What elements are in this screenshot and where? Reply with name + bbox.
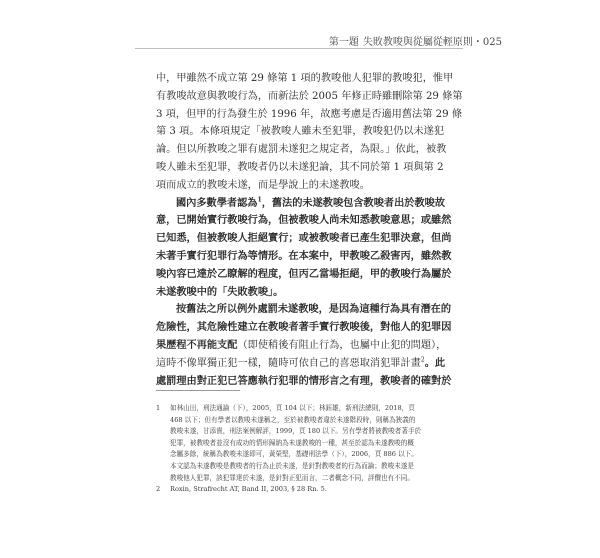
text-line: 論。但以所教唆之罪有處罰未遂犯之規定者，為限。」依此，被教 [156, 144, 447, 156]
text-line: 已知悉，但被教唆人拒絕實行；或被教唆者已產生犯罪決意，但尚 [156, 232, 452, 245]
footnote-text: Roxin, Strafrecht AT, Band II, 2003, § 28 Rn. 5. [170, 485, 327, 494]
text-line: 有教唆故意與教唆行為，而新法於 2005 年修正時雖刪除第 29 條第 [156, 90, 463, 102]
text-segment: ，舊法的未遂教唆包含教唆者出於教唆故 [261, 196, 446, 209]
text-line [156, 355, 462, 373]
text-line: 危險性，其危險性建立在教唆者著手實行教唆後，對他人的犯罪因 [156, 321, 452, 334]
text-segment: （即使稍後有阻止行為，也屬中止犯的問題）， [237, 339, 447, 351]
text-line: 3 項，但甲的行為發生於 1996 年，故應考慮是否適用舊法第 29 條 [156, 108, 463, 120]
chapter-title: 失敗教唆與從屬從輕原則 [362, 37, 473, 48]
footnote-rule [156, 390, 240, 391]
footnote-text: 如林山田，刑法通論（下），2005，頁 104 以下；林鈺雄，新刑法總則，2018，頁 [170, 404, 415, 412]
text-segment: 果歷程不再能支配 [156, 338, 238, 351]
text-line: 第 3 項。本條項規定「被教唆人雖未至犯罪，教唆犯仍以未遂犯 [156, 126, 445, 138]
text-line [156, 195, 462, 213]
footnotes [156, 403, 462, 496]
text-segment: 。此 [424, 356, 446, 369]
footnote-line [156, 484, 462, 496]
text-line: 按舊法之所以例外處罰未遂教唆，是因為這種行為具有潛在的 [176, 303, 452, 316]
header-divider: ・ [472, 37, 483, 48]
text-line: 意，已開始實行教唆行為，但被教唆人尚未知悉教唆意思；或雖然 [156, 214, 452, 227]
footnote-ref: 2 [420, 356, 425, 364]
footnote-line: 468 以下；但有學者以教唆未遂稱之，至於被教唆者違於未遂階段時，則稱為狹義的 [170, 415, 416, 424]
text-line: 唆內容已達於乙瞭解的程度，但丙乙當場拒絕，甲的教唆行為屬於 [156, 267, 452, 280]
chapter-label: 第一題 [328, 37, 359, 48]
footnote-line: 教唆他人犯罪，該犯罪達於未遂，是針對正犯而言，二者概念不同，評價也有不同。 [170, 473, 414, 482]
text-line: 項而成立的教唆未遂，而是學說上的未遂教唆。 [156, 179, 370, 191]
text-line [156, 337, 462, 355]
page-number: 025 [482, 37, 502, 48]
footnote-line: 教唆未遂，甘添貴，刑法案例解評，1999，頁 180 以下。另有學者將被教唆者著手於 [170, 427, 422, 436]
main-text [156, 70, 462, 390]
footnote-line: 犯罪，被教唆者並沒有成功的情形歸納為未遂教唆的一種，甚至於認為未遂教唆的概 [170, 438, 414, 447]
footnote-number: 1 [156, 404, 161, 412]
text-segment: 國內多數學者認為 [176, 196, 258, 209]
text-line: 處罰理由對正犯已答應執行犯罪的情形言之有理，教唆者的確對於 [156, 374, 452, 387]
header-rule [135, 48, 463, 49]
running-header [329, 33, 502, 48]
text-segment: 這時不像單獨正犯一樣，隨時可依自己的喜惡取消犯罪計畫 [156, 357, 421, 369]
text-line: 唆人雖未至犯罪，教唆者仍以未遂犯論，其不同於第 1 項與第 2 [156, 161, 444, 173]
footnote-ref: 1 [257, 196, 262, 204]
footnote-number: 2 [156, 485, 161, 494]
text-line: 中，甲雖然不成立第 29 條第 1 項的教唆他人犯罪的教唆犯，惟甲 [156, 73, 454, 84]
footnote-line: 本文認為未遂教唆是教唆者的行為止於未遂，是針對教唆者的行為而論；教唆未遂是 [170, 461, 414, 470]
text-line: 未遂教唆中的「失敗教唆」。 [156, 285, 284, 298]
footnote-line [156, 403, 462, 415]
footnote-line: 念屬多餘，統稱為教唆未遂即可，黃榮堅，基礎刑法學（下），2006，頁 886 以下。 [170, 450, 418, 459]
text-line: 未著手實行犯罪行為等情形。在本案中，甲教唆乙殺害丙，雖然教 [156, 249, 452, 262]
